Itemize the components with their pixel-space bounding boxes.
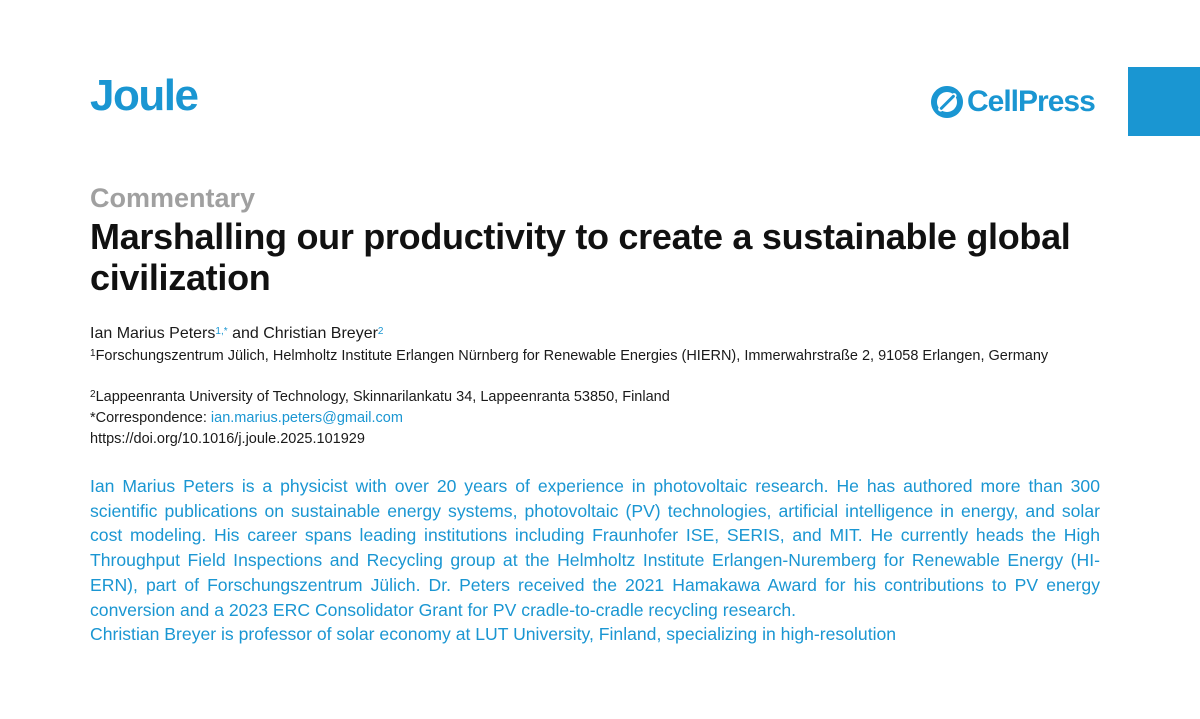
journal-logo: Joule bbox=[90, 71, 198, 120]
body-paragraph: Ian Marius Peters is a physicist with over 20 years of experience in photovoltaic research. He has authored more than 300 scientific publications on sustainable energy systems, photovoltaic (PV) technologies, artificial intelligence in energy, and solar cost modeling. His career spans leading institutions including Fraunhofer ISE, SERIS, and MIT. He currently heads the High Throughput Field Inspections and Recycling group at the Helmholtz Institute Erlangen-Nuremberg for Renewable Energy (HI-ERN), part of Forschungszentrum Jülich. Dr. Peters received the 2021 Hamakawa Award for his contributions to PV energy conversion and a 2023 ERC Consolidator Grant for PV cradle-to-cradle recycling research. bbox=[90, 476, 1100, 620]
body-paragraph: Christian Breyer is professor of solar economy at LUT University, Finland, specializing in high-resolution bbox=[90, 624, 897, 645]
publisher-name: CellPress bbox=[967, 85, 1095, 118]
affiliation bbox=[90, 387, 1120, 407]
cellpress-logo-icon bbox=[930, 85, 964, 119]
article-title: Marshalling our productivity to create a sustainable global civilization bbox=[90, 216, 1071, 298]
correspondence bbox=[90, 408, 1120, 428]
author-name[interactable]: Ian Marius Peters bbox=[90, 325, 216, 342]
author-affiliation-marker[interactable]: 1,* bbox=[215, 326, 228, 337]
article-type: Commentary bbox=[90, 183, 256, 213]
affiliation-text: Forschungszentrum Jülich, Helmholtz Institute Erlangen Nürnberg for Renewable Energies (HIERN), Immerwahrstraße 2, 91058 Erlangen, Germany bbox=[95, 348, 1049, 364]
affiliation-number: 1 bbox=[90, 348, 96, 359]
publisher-logo bbox=[930, 84, 1095, 120]
author-line bbox=[90, 324, 1120, 344]
correspondence-email-link[interactable]: ian.marius.peters@gmail.com bbox=[210, 410, 403, 426]
affiliation bbox=[90, 346, 1120, 366]
brand-tab bbox=[1128, 67, 1200, 136]
affiliation-text: Lappeenranta University of Technology, Skinnarilankatu 34, Lappeenranta 53850, Finland bbox=[95, 389, 670, 405]
author-affiliation-marker[interactable]: 2 bbox=[377, 326, 384, 337]
author-connector: and bbox=[227, 325, 264, 342]
affiliation-number: 2 bbox=[90, 389, 96, 400]
article-body bbox=[90, 474, 1100, 647]
correspondence-label: *Correspondence: bbox=[90, 410, 211, 426]
author-name[interactable]: Christian Breyer bbox=[263, 325, 378, 342]
doi-link[interactable]: https://doi.org/10.1016/j.joule.2025.101929 bbox=[90, 431, 365, 447]
